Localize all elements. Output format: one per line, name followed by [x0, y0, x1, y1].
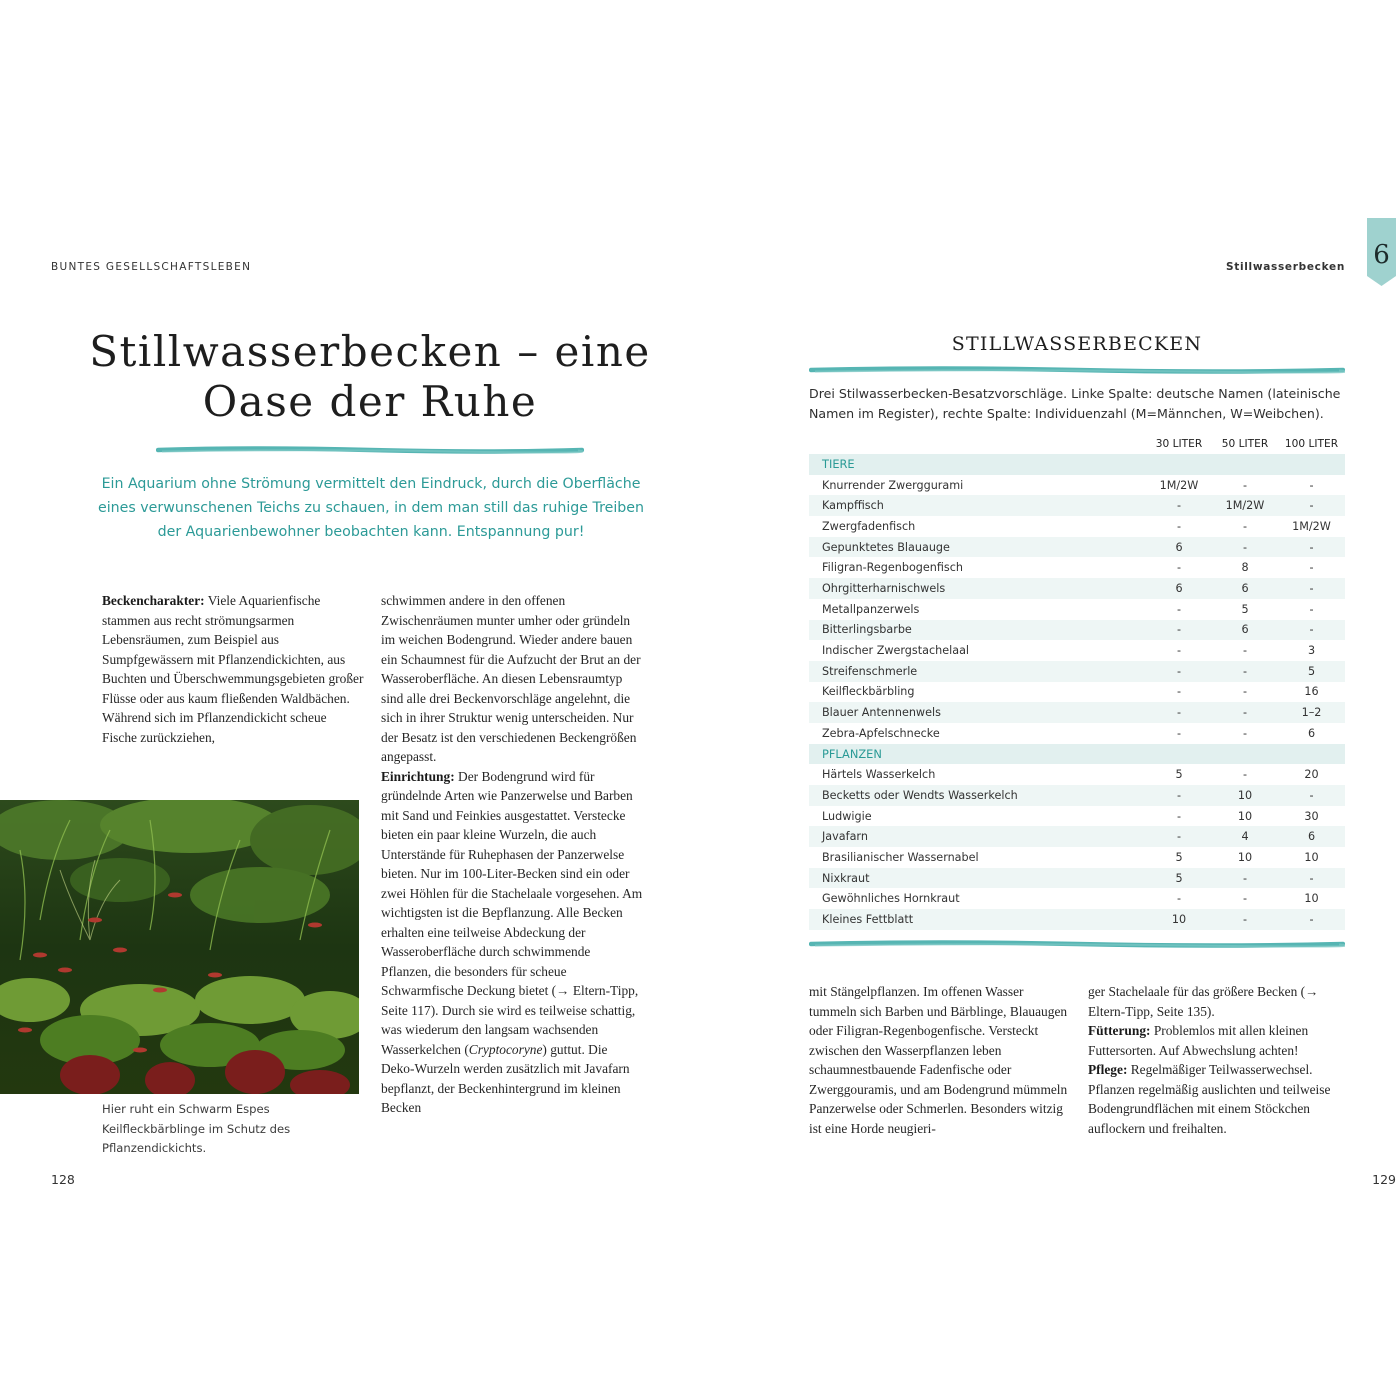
count-cell: - — [1309, 623, 1314, 637]
table-row — [809, 475, 1345, 496]
species-name: Ludwigie — [822, 809, 872, 823]
count-cell: 3 — [1307, 644, 1316, 658]
column-header: 50 LITER — [1221, 437, 1269, 450]
species-name: Nixkraut — [822, 871, 870, 885]
running-head-right: Stillwasserbecken — [1225, 261, 1345, 273]
count-cell: 1M/2W — [1159, 478, 1199, 492]
count-cell: - — [1176, 788, 1182, 802]
body-column-1 — [102, 591, 364, 747]
count-cell: - — [1309, 788, 1314, 802]
count-cell: - — [1176, 623, 1182, 637]
table-row — [809, 723, 1345, 744]
table-row — [809, 578, 1345, 599]
table-row — [809, 847, 1345, 868]
count-cell: - — [1242, 871, 1248, 885]
count-cell: - — [1176, 499, 1182, 513]
count-cell: 10 — [1237, 850, 1253, 864]
body-text: ) guttut. Die Deko-Wurzeln werden zusätzlich mit Javafarn bepflanzt, der Beckenhintergrund im kleinen Becken — [381, 1041, 630, 1115]
count-cell: 10 — [1237, 788, 1253, 802]
count-cell: 5 — [1307, 664, 1316, 678]
species-name: Gepunktetes Blauauge — [822, 540, 950, 554]
count-cell: - — [1242, 768, 1248, 782]
count-cell: 30 — [1304, 809, 1319, 823]
species-name: Kleines Fettblatt — [822, 912, 914, 926]
heading-fuetterung: Fütterung: — [1088, 1023, 1151, 1038]
body-text: Problemlos mit allen kleinen Futtersorten. Auf Abwechslung achten! — [1088, 1023, 1309, 1058]
table-row — [809, 785, 1345, 806]
latin-name: Cryptocoryne — [468, 1041, 543, 1057]
section-label: TIERE — [822, 457, 855, 472]
table-row — [809, 682, 1345, 703]
section-label: PFLANZEN — [822, 746, 882, 761]
count-cell: - — [1176, 602, 1182, 616]
count-cell: - — [1176, 830, 1182, 844]
photo-caption: Hier ruht ein Schwarm Espes Keilfleckbärblinge im Schutz des Pflanzendickichts. — [102, 1102, 291, 1155]
box-intro: Drei Stilwasserbecken-Besatzvorschläge. Linke Spalte: deutsche Namen (lateinische Namen im Register), rechte Spalte: Individuenzahl (M=Männchen, W=Weibchen). — [809, 386, 1341, 421]
table-row — [809, 661, 1345, 682]
species-name: Javafarn — [822, 830, 868, 844]
table-row — [809, 764, 1345, 785]
page-number-left: 128 — [51, 1172, 75, 1187]
table-section-header — [809, 454, 1345, 475]
table-row — [809, 826, 1345, 847]
count-cell: - — [1176, 644, 1182, 658]
count-cell: - — [1242, 644, 1248, 658]
count-cell: - — [1309, 540, 1314, 554]
box-top-brush-divider — [809, 366, 1345, 374]
count-cell: 1–2 — [1301, 706, 1322, 720]
stocking-table — [809, 433, 1345, 930]
count-cell: - — [1242, 519, 1248, 533]
count-cell: - — [1309, 912, 1314, 926]
count-cell: 1M/2W — [1292, 519, 1331, 533]
count-cell: - — [1242, 892, 1248, 906]
page-title — [60, 327, 680, 427]
table-row — [809, 806, 1345, 827]
count-cell: 5 — [1241, 602, 1249, 616]
table-row — [809, 599, 1345, 620]
species-name: Blauer Antennenwels — [822, 706, 941, 720]
table-row — [809, 868, 1345, 889]
table-row — [809, 909, 1345, 930]
count-cell: - — [1242, 540, 1248, 554]
body-text: schwimmen andere in den offenen Zwischenräumen munter umher oder gründeln im weichen Bodengrund. Wieder andere bauen ein Schaumnest für die Aufzucht der Brut an der Wasseroberfläche. An diesen Lebensraumtyp sind alle drei Beckenvorschläge angelehnt, die sich in ihrer Struktur wenig unterscheiden. Nur der Besatz ist den verschiedenen Beckengrößen angepasst. — [381, 593, 641, 764]
table-row — [809, 495, 1345, 516]
species-name: Filigran-Regenbogenfisch — [822, 561, 963, 575]
box-title: STILLWASSERBECKEN — [951, 333, 1203, 355]
count-cell: 10 — [1171, 912, 1187, 926]
count-cell: 16 — [1304, 685, 1319, 699]
body-column-4 — [1088, 982, 1350, 1138]
count-cell: - — [1242, 685, 1248, 699]
table-row — [809, 537, 1345, 558]
species-name: Indischer Zwergstachelaal — [822, 644, 970, 658]
count-cell: 5 — [1175, 850, 1183, 864]
page-title-line2: Oase der Ruhe — [202, 377, 538, 426]
body-text: Viele Aquarienfische stammen aus recht strömungsarmen Lebensräumen, zum Beispiel aus Sumpfgewässern mit Pflanzendickichten, aus Buchten und Überschwemmungsgebieten großer Flüsse oder aus kaum fließenden Waldbächen. Während sich im Pflanzendickicht scheue Fische zurückziehen, — [102, 593, 364, 745]
species-name: Brasilianischer Wassernabel — [822, 850, 979, 864]
box-bottom-brush-divider — [809, 940, 1345, 948]
species-name: Zwergfadenfisch — [822, 519, 916, 533]
count-cell: - — [1309, 499, 1314, 513]
count-cell: 6 — [1175, 540, 1183, 554]
species-name: Metallpanzerwels — [822, 602, 920, 616]
table-row — [809, 702, 1345, 723]
count-cell: - — [1242, 726, 1248, 740]
table-body — [809, 454, 1345, 930]
chapter-number: 6 — [1373, 240, 1390, 270]
lead-paragraph: Ein Aquarium ohne Strömung vermittelt den Eindruck, durch die Oberfläche eines verwunschenen Teichs zu schauen, in dem man still das ruhige Treiben der Aquarienbewohner beobachten kann. Entspannung pur! — [97, 476, 645, 540]
table-section-header — [809, 744, 1345, 765]
count-cell: - — [1176, 809, 1182, 823]
count-cell: 8 — [1241, 561, 1249, 575]
body-column-3 — [809, 982, 1071, 1138]
body-text: Der Bodengrund wird für gründelnde Arten wie Panzerwelse und Barben mit Sand und Feinkies ausgestattet. Verstecke bieten ein paar kleine Wurzeln, die auch Unterstände für Ruhephasen der Panzerwelse bieten. Nur im 100-Liter-Becken sind ein oder zwei Höhlen für die Stachelaale vorgesehen. Am wichtigsten ist die Bepflanzung. Alle Becken erhalten eine teilweise Abdeckung der Wasseroberfläche durch schwimmende Pflanzen, die besonders für scheue Schwarmfische Deckung bietet (→ Eltern-Tipp, Seite 117). Durch sie wird es teilweise schattig, was wiederum den langsam wachsenden Wasserkelchen ( — [381, 768, 643, 1057]
table-row — [809, 640, 1345, 661]
species-name: Becketts oder Wendts Wasserkelch — [822, 788, 1018, 802]
species-name: Streifenschmerle — [822, 664, 918, 678]
count-cell: - — [1242, 664, 1248, 678]
count-cell: - — [1176, 706, 1182, 720]
count-cell: 6 — [1175, 581, 1183, 595]
count-cell: - — [1176, 664, 1182, 678]
count-cell: - — [1309, 581, 1314, 595]
species-name: Bitterlingsbarbe — [822, 623, 912, 637]
aquarium-photo — [0, 800, 359, 1094]
table-row — [809, 620, 1345, 641]
count-cell: - — [1309, 602, 1314, 616]
count-cell: - — [1176, 561, 1182, 575]
species-name: Zebra-Apfelschnecke — [822, 726, 940, 740]
count-cell: 20 — [1304, 768, 1319, 782]
body-column-2 — [381, 591, 643, 1118]
count-cell: - — [1176, 519, 1182, 533]
count-cell: 5 — [1175, 768, 1183, 782]
species-name: Kampffisch — [822, 499, 884, 513]
count-cell: - — [1242, 478, 1248, 492]
species-name: Gewöhnliches Hornkraut — [822, 892, 960, 906]
count-cell: 10 — [1304, 850, 1319, 864]
page-number-right: 129 — [1372, 1172, 1396, 1187]
count-cell: - — [1309, 478, 1314, 492]
count-cell: 6 — [1307, 830, 1316, 844]
count-cell: 10 — [1304, 892, 1319, 906]
species-name: Knurrender Zwerggurami — [822, 478, 964, 492]
table-row — [809, 888, 1345, 909]
count-cell: - — [1176, 685, 1182, 699]
count-cell: 6 — [1307, 726, 1316, 740]
count-cell: 6 — [1241, 581, 1249, 595]
species-name: Härtels Wasserkelch — [822, 768, 936, 782]
count-cell: 10 — [1237, 809, 1253, 823]
page-title-line1: Stillwasserbecken – eine — [89, 327, 651, 376]
count-cell: - — [1242, 912, 1248, 926]
column-header: 30 LITER — [1155, 437, 1203, 450]
table-row — [809, 516, 1345, 537]
heading-einrichtung: Einrichtung: — [381, 768, 455, 784]
count-cell: 1M/2W — [1225, 499, 1265, 513]
count-cell: - — [1242, 706, 1248, 720]
species-name: Ohrgitterharnischwels — [822, 581, 946, 595]
heading-pflege: Pflege: — [1088, 1062, 1128, 1077]
title-brush-divider — [156, 446, 584, 454]
count-cell: - — [1309, 561, 1314, 575]
count-cell: - — [1176, 726, 1182, 740]
table-header — [809, 433, 1345, 454]
running-head-left: BUNTES GESELLSCHAFTSLEBEN — [51, 261, 252, 273]
species-name: Keilfleckbärbling — [822, 685, 915, 699]
count-cell: - — [1176, 892, 1182, 906]
count-cell: - — [1309, 871, 1314, 885]
table-row — [809, 557, 1345, 578]
count-cell: 6 — [1241, 623, 1249, 637]
body-text: Regelmäßiger Teilwasserwechsel. Pflanzen regelmäßig auslichten und teilweise Bodengrundflächen mit einem Stöckchen auflockern und freihalten. — [1088, 1062, 1331, 1136]
heading-beckencharakter: Beckencharakter: — [102, 593, 205, 608]
body-text: ger Stachelaale für das größere Becken (→ Eltern-Tipp, Seite 135). — [1088, 984, 1319, 1019]
column-header: 100 LITER — [1284, 437, 1339, 450]
count-cell: 5 — [1175, 871, 1183, 885]
body-text: mit Stängelpflanzen. Im offenen Wasser tummeln sich Barben und Bärblinge, Blauaugen oder Filigran-Regenbogenfische. Versteckt zwischen den Wasserpflanzen leben schaumnestbauende Fadenfische oder Zwerggouramis, und am Bodengrund mümmeln Panzerwelse oder Schmerlen. Besonders witzig ist eine Horde neugieri- — [809, 984, 1068, 1136]
count-cell: 4 — [1241, 830, 1249, 844]
